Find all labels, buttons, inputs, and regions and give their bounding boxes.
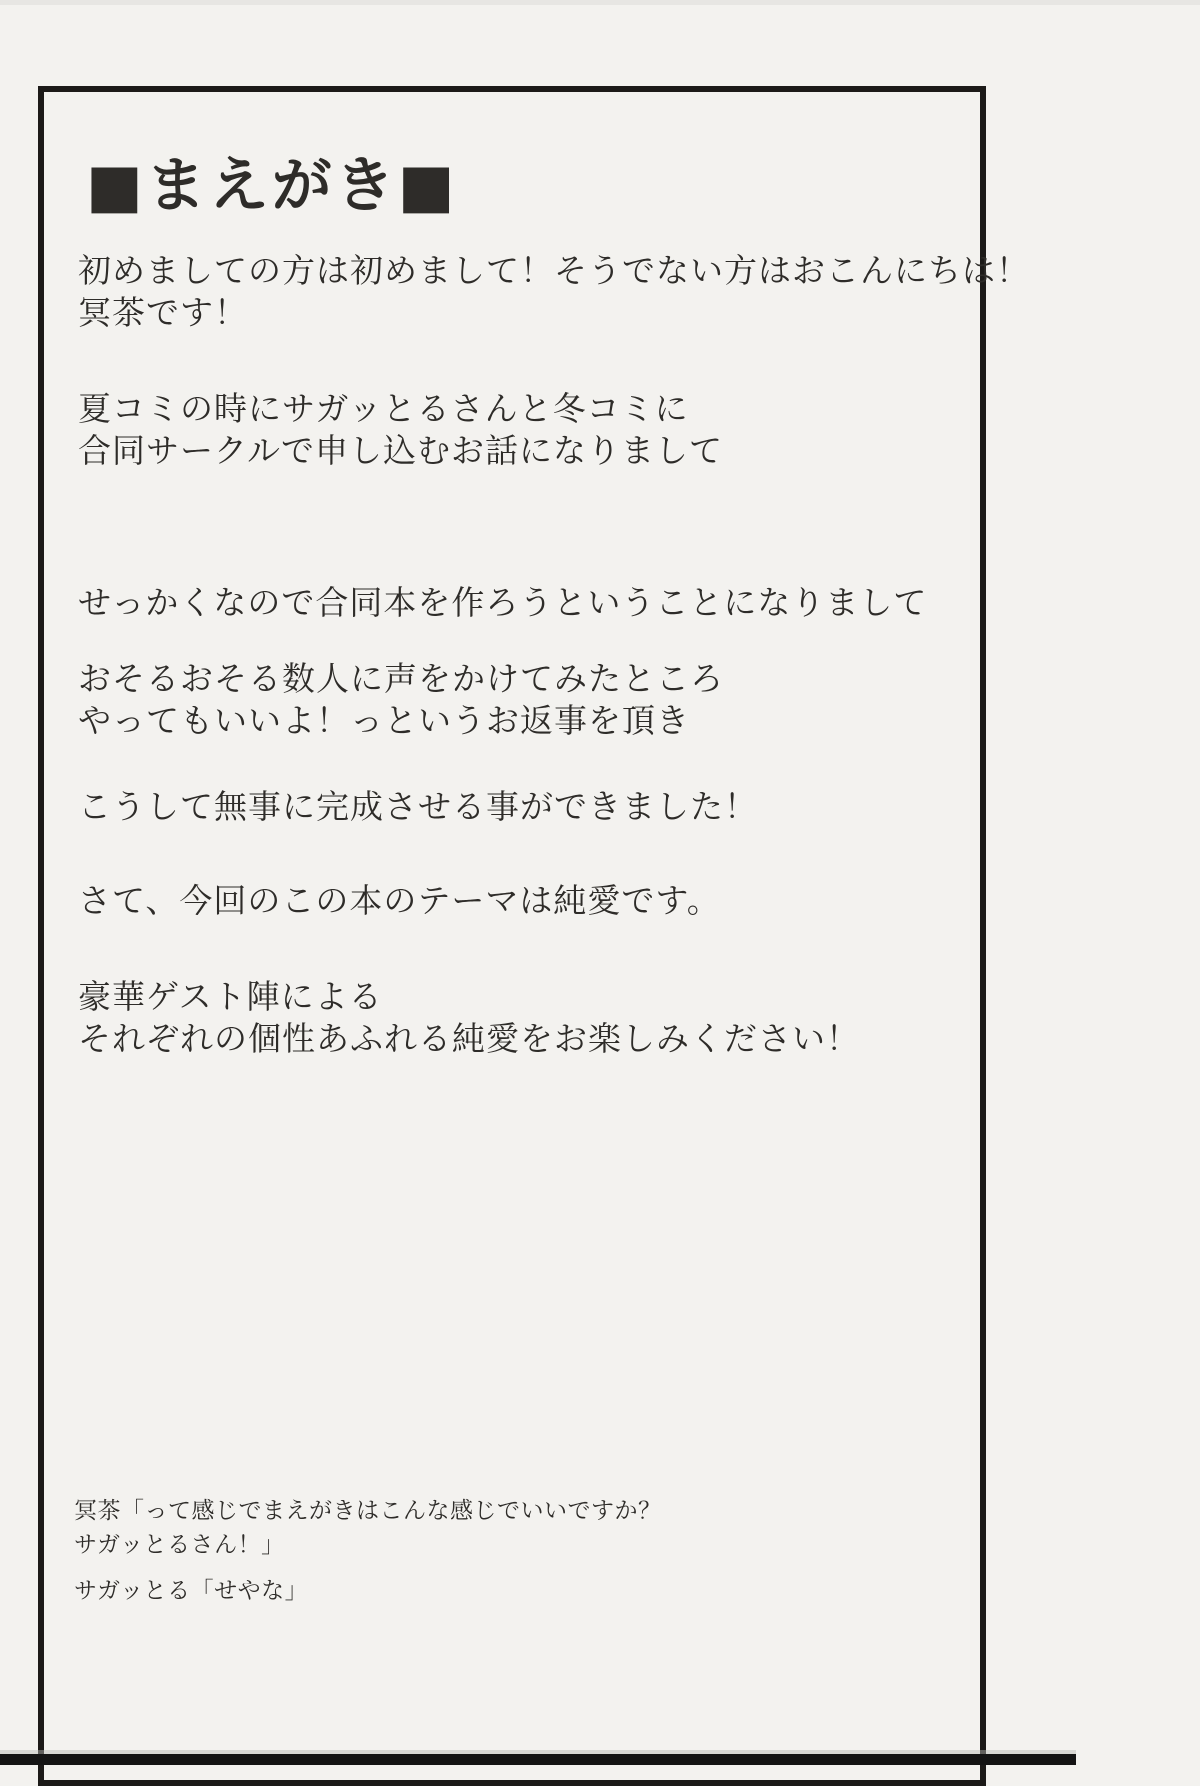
preface-paragraph-greeting	[78, 250, 1030, 334]
preface-paragraph-comiket	[78, 388, 723, 472]
text-line: やってもいいよ！っというお返事を頂き	[78, 701, 690, 740]
preface-paragraph-theme	[78, 880, 721, 922]
text-line: 冥茶「って感じでまえがきはこんな感じでいいですか？	[74, 1498, 662, 1524]
text-line: おそるおそる数人に声をかけてみたところ	[78, 659, 724, 698]
page-title: ■まえがき■	[86, 151, 458, 221]
preface-paragraph-guests	[78, 976, 860, 1060]
text-line: さて、今回のこの本のテーマは純愛です。	[78, 881, 721, 920]
text-line: せっかくなので合同本を作ろうということになりまして	[78, 583, 928, 622]
text-line: 冥茶です！	[78, 293, 248, 332]
preface-paragraph-completion	[78, 786, 758, 828]
text-line: 夏コミの時にサガッとるさんと冬コミに	[78, 389, 689, 428]
text-line: それぞれの個性あふれる純愛をお楽しみください！	[78, 1019, 860, 1058]
text-line: こうして無事に完成させる事ができました！	[78, 787, 758, 826]
text-line: 豪華ゲスト陣による	[78, 977, 383, 1016]
footer-dialogue-sagattoru	[74, 1574, 308, 1608]
page-border-frame	[38, 86, 1030, 1786]
scan-bottom-edge	[0, 1754, 1076, 1765]
text-line: サガッとるさん！」	[74, 1532, 285, 1558]
text-line: 初めましての方は初めまして！そうでない方はおこんにちは！	[78, 251, 1030, 290]
text-line: 合同サークルで申し込むお話になりまして	[78, 431, 724, 470]
preface-paragraph-invitations	[78, 658, 724, 742]
preface-paragraph-goudoubon	[78, 582, 927, 624]
footer-dialogue-meicha	[74, 1494, 662, 1562]
text-line: サガッとる「せやな」	[74, 1578, 309, 1604]
scan-top-edge	[0, 0, 1200, 5]
